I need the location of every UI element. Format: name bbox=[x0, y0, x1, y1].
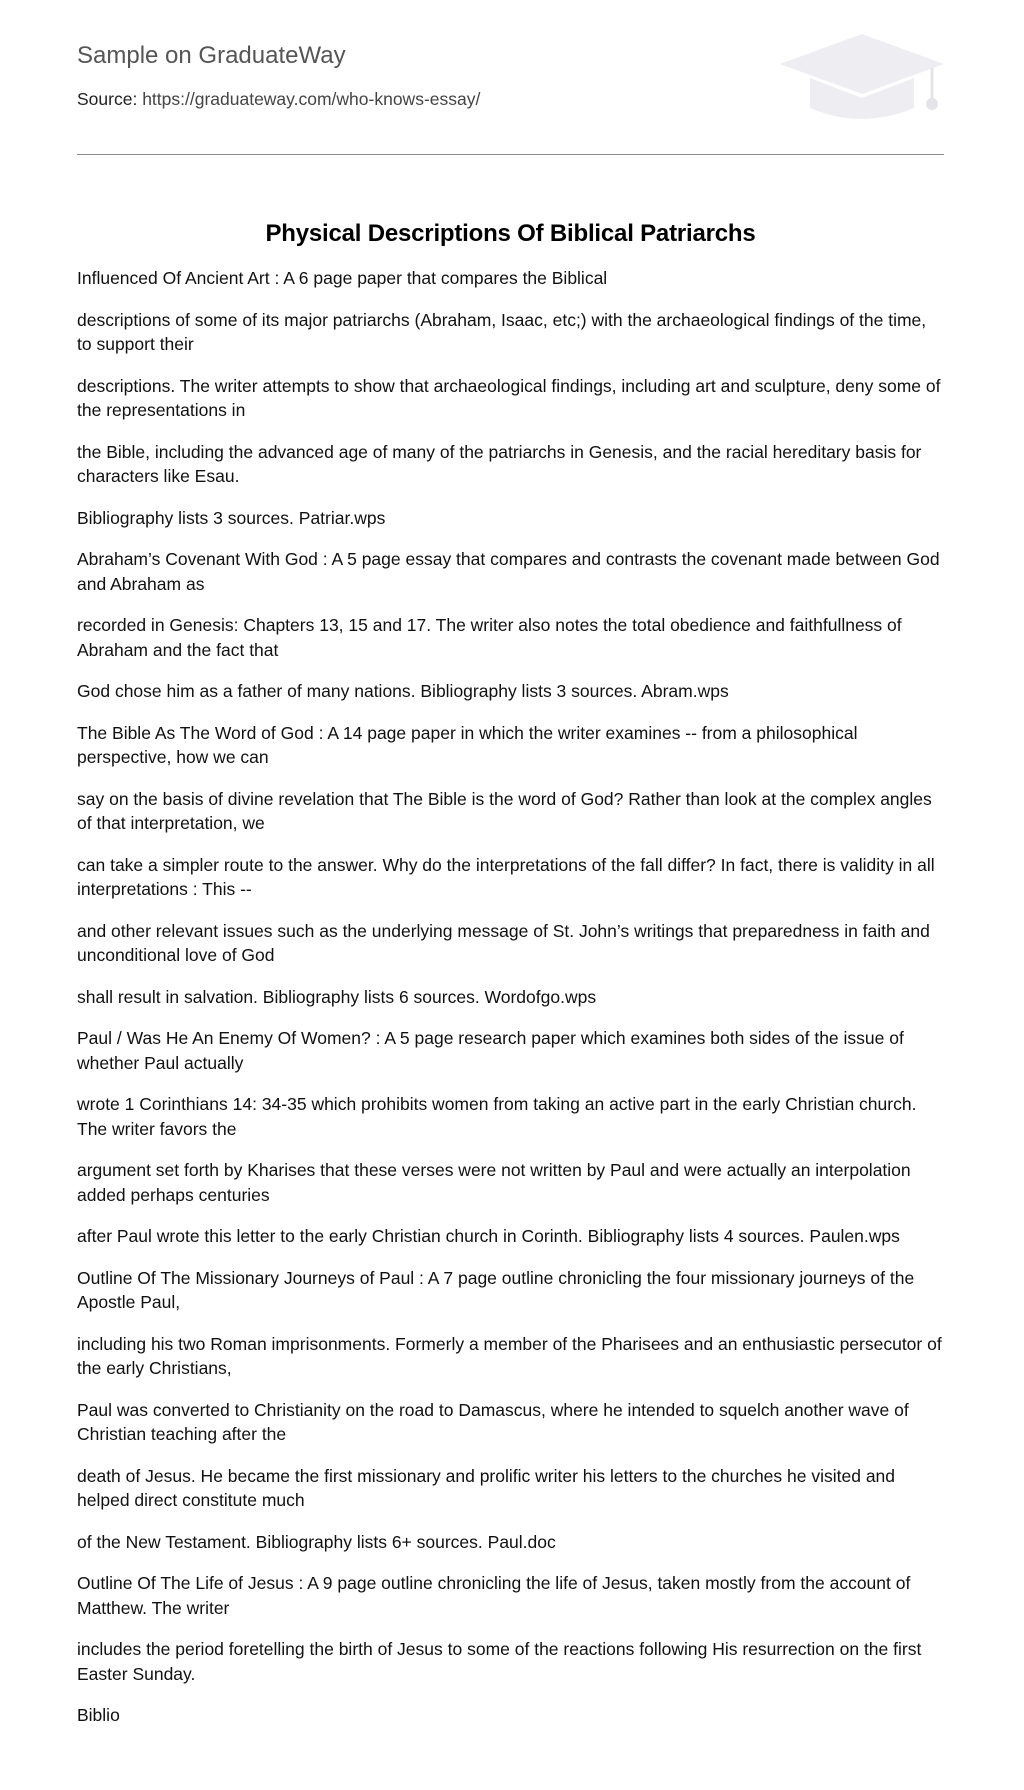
source-label: Source: bbox=[77, 89, 138, 109]
document-title: Physical Descriptions Of Biblical Patriarchs bbox=[265, 220, 756, 248]
paragraph: death of Jesus. He became the first missionary and prolific writer his letters to the churches he visited and helped direct constitute much bbox=[77, 1465, 896, 1510]
paragraph: descriptions. The writer attempts to show that archaeological findings, including art and sculpture, deny some of the representations in bbox=[77, 375, 941, 420]
paragraph: The Bible As The Word of God : A 14 page paper in which the writer examines -- from a philosophical perspective, how we can bbox=[77, 722, 858, 767]
paragraph: Paul / Was He An Enemy Of Women? : A 5 page research paper which examines both sides of the issue of whether Paul actually bbox=[77, 1028, 904, 1073]
paragraph: can take a simpler route to the answer. Why do the interpretations of the fall differ? In fact, there is validity in all interpretations : This -- bbox=[77, 854, 935, 899]
paragraph: shall result in salvation. Bibliography lists 6 sources. Wordofgo.wps bbox=[77, 986, 597, 1007]
paragraph: Outline Of The Life of Jesus : A 9 page outline chronicling the life of Jesus, taken mostly from the account of Matthew. The writer bbox=[77, 1573, 911, 1618]
paragraph: and other relevant issues such as the underlying message of St. John’s writings that preparedness in faith and unconditional love of God bbox=[77, 920, 930, 965]
paragraph: after Paul wrote this letter to the early Christian church in Corinth. Bibliography lists 4 sources. Paulen.wps bbox=[77, 1226, 900, 1246]
paragraph: the Bible, including the advanced age of many of the patriarchs in Genesis, and the racial hereditary basis for characters like Esau. bbox=[77, 441, 922, 486]
paragraph: Outline Of The Missionary Journeys of Paul : A 7 page outline chronicling the four missionary journeys of the Apostle Paul, bbox=[77, 1267, 915, 1312]
source-link[interactable]: https://graduateway.com/who-knows-essay/ bbox=[142, 89, 481, 109]
document-body bbox=[77, 266, 944, 1745]
paragraph: Abraham’s Covenant With God : A 5 page essay that compares and contrasts the covenant made between God and Abraham as bbox=[77, 549, 940, 594]
source-line bbox=[77, 89, 480, 110]
paragraph: Bibliography lists 3 sources. Patriar.wps bbox=[77, 507, 386, 528]
header-divider bbox=[77, 154, 944, 155]
site-title: Sample on GraduateWay bbox=[77, 42, 346, 69]
paragraph: argument set forth by Kharises that these verses were not written by Paul and were actually an interpolation added perhaps centuries bbox=[77, 1160, 911, 1205]
paragraph: including his two Roman imprisonments. Formerly a member of the Pharisees and an enthusiastic persecutor of the early Christians, bbox=[77, 1333, 942, 1378]
paragraph: Influenced Of Ancient Art : A 6 page paper that compares the Biblical bbox=[77, 268, 608, 288]
paragraph: of the New Testament. Bibliography lists 6+ sources. Paul.doc bbox=[77, 1531, 556, 1552]
paragraph: recorded in Genesis: Chapters 13, 15 and 17. The writer also notes the total obedience and faithfullness of Abraham and the fact that bbox=[77, 615, 902, 660]
graduation-cap-icon bbox=[777, 30, 947, 134]
paragraph: Paul was converted to Christianity on the road to Damascus, where he intended to squelch another wave of Christian teaching after the bbox=[77, 1399, 909, 1444]
paragraph: wrote 1 Corinthians 14: 34-35 which prohibits women from taking an active part in the early Christian church. The writer favors the bbox=[77, 1094, 917, 1139]
paragraph: Biblio bbox=[77, 1705, 120, 1725]
page bbox=[77, 0, 944, 1725]
paragraph: includes the period foretelling the birth of Jesus to some of the reactions following His resurrection on the first Easter Sunday. bbox=[77, 1639, 922, 1684]
paragraph: say on the basis of divine revelation that The Bible is the word of God? Rather than look at the complex angles of that interpretation, we bbox=[77, 788, 932, 833]
header bbox=[77, 0, 944, 154]
paragraph: descriptions of some of its major patriarchs (Abraham, Isaac, etc;) with the archaeological findings of the time, to support their bbox=[77, 309, 927, 354]
paragraph: God chose him as a father of many nations. Bibliography lists 3 sources. Abram.wps bbox=[77, 681, 729, 701]
